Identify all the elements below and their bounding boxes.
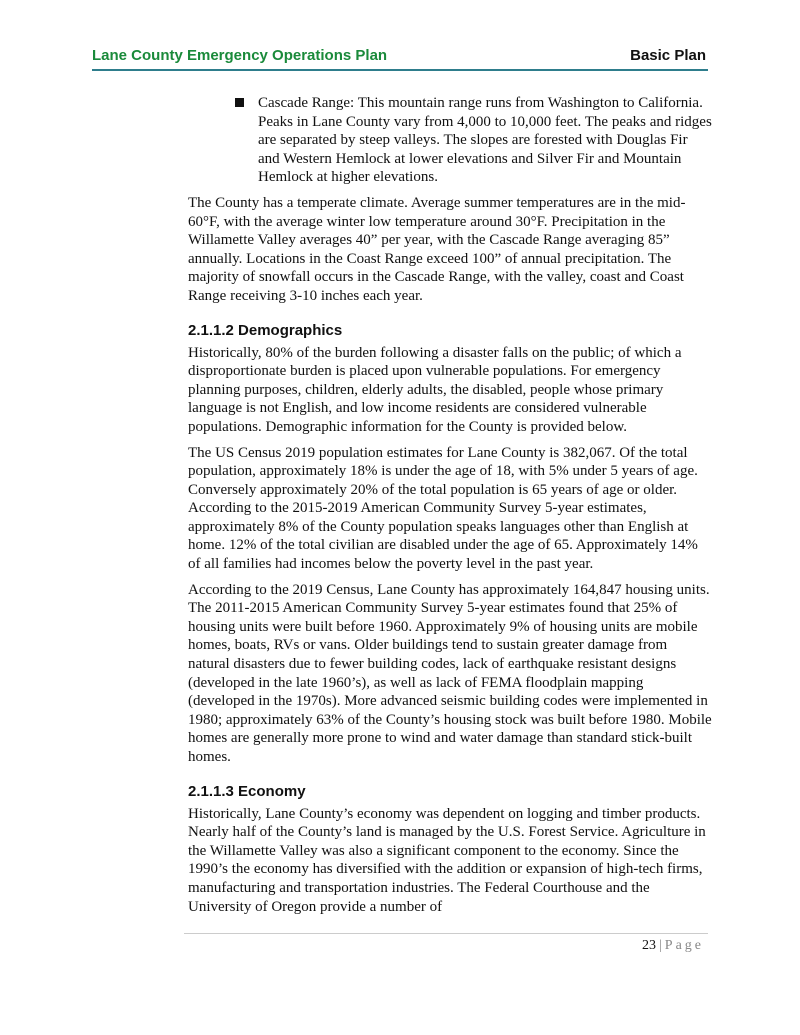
square-bullet-icon <box>235 98 244 107</box>
page-footer <box>642 938 704 954</box>
page-number: 23 <box>641 938 656 953</box>
page-body <box>188 94 712 923</box>
footer-separator: | <box>658 938 662 953</box>
demographics-paragraph-1: Historically, 80% of the burden following a disaster falls on the public; of which a disproportionate burden is placed upon vulnerable populations. For emergency planning purposes, children, elderly adults, the disabled, people whose primary language is not English, and low income residents are considered vulnerable populations. Demographic information for the County is provided below. <box>188 344 682 435</box>
economy-paragraph-1: Historically, Lane County’s economy was dependent on logging and timber products. Nearly half of the County’s land is managed by the U.S. Forest Service. Agriculture in the Willamette Valley was also a significant component to the economy. Since the 1990’s the economy has diversified with the addition or expansion of high-tech firms, manufacturing and transportation industries. The Federal Courthouse and the University of Oregon provide a number of <box>188 805 706 915</box>
demographics-paragraph-3: According to the 2019 Census, Lane County has approximately 164,847 housing units. The 2011-2015 American Community Survey 5-year estimates found that 25% of housing units were built before 1960. Approximately 9% of housing units are mobile homes, boats, RVs or vans. Older buildings tend to sustain greater damage from natural disasters due to fewer building codes, lack of earthquake resistant designs (developed in the late 1960’s), as well as lack of FEMA floodplain mapping (developed in the 1970s). More advanced seismic building codes were implemented in 1980; approximately 63% of the County’s housing stock was built before 1980. Mobile homes are generally more prone to wind and water damage than standard stick-built homes. <box>188 581 712 765</box>
demographics-heading: 2.1.1.2 Demographics <box>188 321 343 339</box>
page-header <box>92 47 708 71</box>
page-label: Page <box>664 938 704 953</box>
bullet-text: Cascade Range: This mountain range runs from Washington to California. Peaks in Lane County vary from 4,000 to 10,000 feet. The peaks and ridges are separated by steep valleys. The slopes are forested with Douglas Fir and Western Hemlock at lower elevations and Silver Fir and Mountain Hemlock at higher elevations. <box>258 95 712 186</box>
economy-heading: 2.1.1.3 Economy <box>188 782 306 800</box>
climate-paragraph: The County has a temperate climate. Average summer temperatures are in the mid-60°F, with the average winter low temperature around 30°F. Precipitation in the Willamette Valley averages 40” per year, with the Cascade Range averaging 85” annually. Locations in the Coast Range exceed 100” of annual precipitation. The majority of snowfall occurs in the Cascade Range, with the valley, coast and Coast Range receiving 3-10 inches each year. <box>188 194 686 304</box>
bullet-item <box>187 94 712 187</box>
demographics-paragraph-2: The US Census 2019 population estimates for Lane County is 382,067. Of the total population, approximately 18% is under the age of 18, with 5% under 5 years of age. Conversely approximately 20% of the total population is 65 years of age or older. According to the 2015-2019 American Community Survey 5-year estimates, approximately 8% of the County population speaks languages other than English at home. 12% of the total civilian are disabled under the age of 65. Approximately 14% of all families had incomes below the poverty level in the past year. <box>188 444 698 573</box>
document-title: Lane County Emergency Operations Plan <box>92 47 388 64</box>
section-title: Basic Plan <box>630 47 706 64</box>
footer-divider <box>184 933 708 934</box>
